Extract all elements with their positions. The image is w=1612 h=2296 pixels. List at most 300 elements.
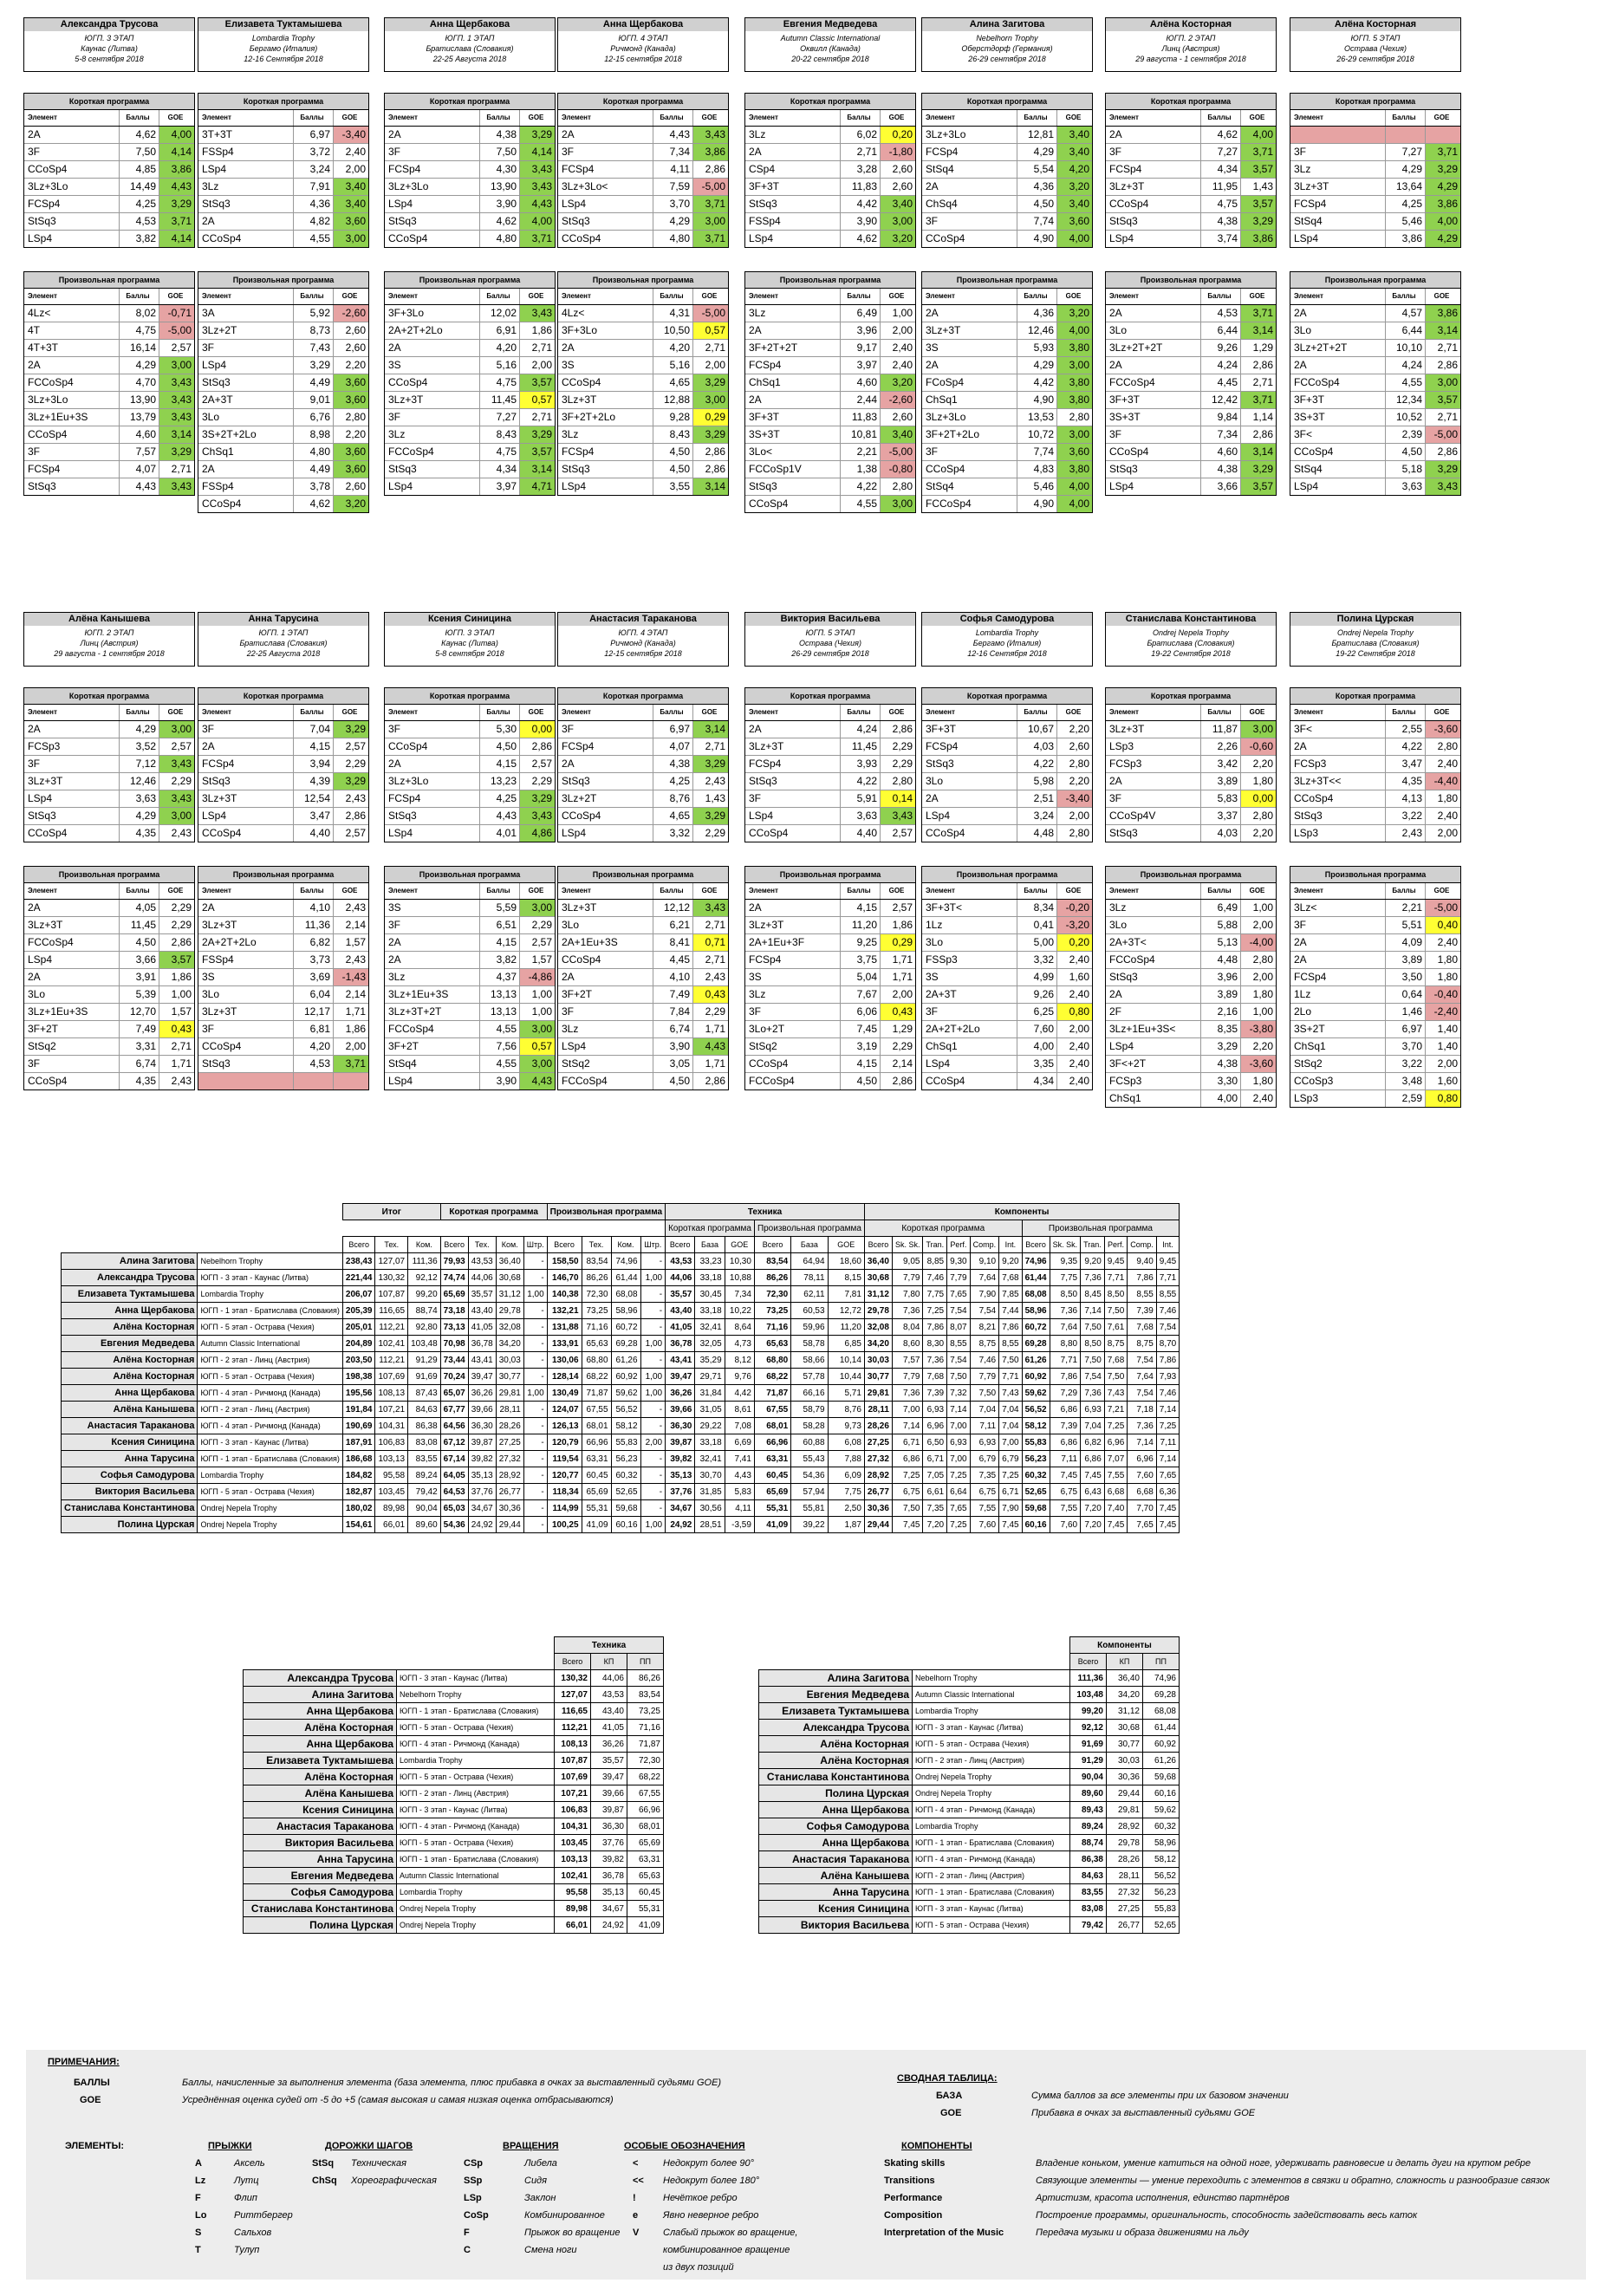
skater-name: Алёна Косторная: [1290, 18, 1460, 31]
summary-value: 39,87: [666, 1434, 695, 1451]
summary-value: 9,45: [1104, 1253, 1127, 1270]
program-section: [198, 687, 369, 842]
summary-value: 68,22: [582, 1369, 611, 1385]
element-code: CCoSp4: [558, 952, 653, 968]
element-code: FCCoSp4: [1290, 374, 1386, 391]
element-row: [558, 738, 728, 756]
element-code: FCCoSp4: [24, 374, 120, 391]
program-section: [198, 866, 369, 1090]
event-stage: ЮГП. 1 ЭТАП: [445, 34, 495, 42]
summary-value: 60,53: [791, 1303, 828, 1319]
rank-value: 43,40: [591, 1703, 627, 1720]
element-score: 3,28: [841, 161, 881, 178]
summary-value: 36,30: [666, 1418, 695, 1434]
element-goe: 2,71: [705, 341, 725, 354]
summary-value: 6,71: [892, 1434, 923, 1451]
summary-value: 8,55: [1156, 1286, 1179, 1303]
element-row: [745, 340, 915, 357]
element-code: StSq4: [1290, 461, 1386, 478]
element-goe: 3,43: [159, 756, 194, 772]
element-row: [1106, 231, 1276, 247]
element-goe: -2,60: [881, 392, 915, 408]
summary-value: 68,80: [754, 1352, 790, 1369]
element-code: 3Lz: [385, 426, 480, 443]
event-name: ЮГП - 5 этап - Острава (Чехия): [198, 1319, 342, 1336]
event-name: ЮГП - 3 этап - Каунас (Литва): [913, 1901, 1070, 1917]
element-goe: 3,43: [520, 808, 555, 824]
score-col-header: Баллы: [841, 110, 881, 126]
element-goe: 3,60: [334, 374, 368, 391]
summary-value: 28,26: [864, 1418, 892, 1434]
notes-panel: [26, 2050, 1586, 2280]
rank-value: 68,08: [1143, 1703, 1180, 1720]
element-goe: -0,60: [1241, 738, 1276, 755]
element-score: 4,75: [480, 374, 520, 391]
element-goe: 2,40: [1069, 1040, 1089, 1052]
event-location: Братислава (Словакия): [239, 639, 328, 647]
summary-value: 7,55: [1104, 1467, 1127, 1484]
summary-value: 7,71: [1050, 1352, 1081, 1369]
element-code: 3Lz: [558, 426, 653, 443]
element-score: 4,34: [480, 461, 520, 478]
card-header: [744, 17, 916, 72]
element-score: 3,97: [480, 478, 520, 495]
element-code: 2A: [1290, 305, 1386, 322]
element-score: 3,55: [653, 478, 693, 495]
element-score: 4,03: [1201, 825, 1241, 842]
summary-value: 30,68: [496, 1270, 523, 1286]
element-row: [1290, 756, 1460, 773]
summary-row: [62, 1484, 1180, 1500]
rank-value: 88,74: [1070, 1835, 1107, 1851]
rank-row: [244, 1868, 664, 1884]
element-score: 4,15: [841, 900, 881, 916]
element-row: [198, 231, 368, 247]
summary-value: 103,45: [375, 1484, 408, 1500]
summary-value: 43,40: [468, 1303, 496, 1319]
element-goe: -3,60: [1241, 1056, 1276, 1072]
element-score: 4,48: [1017, 825, 1057, 842]
element-row: [1290, 825, 1460, 842]
summary-value: 68,80: [582, 1352, 611, 1369]
skater-name: Елизавета Туктамышева: [198, 18, 368, 31]
element-goe: 3,43: [159, 374, 194, 391]
rank-col-header: Всего: [1070, 1654, 1107, 1670]
element-score: 4,15: [480, 756, 520, 772]
element-row: [1290, 461, 1460, 478]
summary-value: 103,13: [375, 1451, 408, 1467]
element-goe: 2,60: [892, 180, 913, 192]
summary-value: 30,77: [864, 1369, 892, 1385]
summary-value: 65,69: [754, 1484, 790, 1500]
summary-value: 187,91: [342, 1434, 375, 1451]
element-row: [745, 213, 915, 231]
summary-value: 205,39: [342, 1303, 375, 1319]
element-row: [1106, 917, 1276, 934]
goe-col-header: GOE: [888, 114, 905, 121]
column-header: Всего: [1022, 1237, 1050, 1253]
element-goe: 3,20: [1057, 179, 1092, 195]
element-code: CCoSp4: [24, 161, 120, 178]
element-row: [922, 721, 1092, 738]
element-goe: 2,29: [531, 775, 552, 787]
element-goe: 3,40: [334, 179, 368, 195]
element-code: [198, 1073, 294, 1089]
summary-value: 7,90: [999, 1500, 1022, 1517]
summary-value: 30,68: [864, 1270, 892, 1286]
element-code: 3F: [922, 213, 1017, 230]
element-code: 3F: [558, 1004, 653, 1020]
rank-row: [244, 1670, 664, 1687]
summary-value: 8,70: [1156, 1336, 1179, 1352]
element-row: [198, 127, 368, 144]
column-header: Тех.: [582, 1237, 611, 1253]
element-col-header: Элемент: [922, 705, 1017, 720]
summary-row: [62, 1418, 1180, 1434]
element-row: [558, 756, 728, 773]
element-goe: 2,14: [345, 988, 366, 1000]
summary-value: 7,25: [892, 1467, 923, 1484]
element-goe: 2,60: [1069, 740, 1089, 752]
summary-value: 59,96: [791, 1319, 828, 1336]
steps-title: ДОРОЖКИ ШАГОВ: [325, 2141, 413, 2151]
summary-value: 7,20: [923, 1517, 947, 1533]
summary-value: 35,13: [666, 1467, 695, 1484]
summary-value: 86,26: [754, 1270, 790, 1286]
rank-value: 92,12: [1070, 1720, 1107, 1736]
rank-row: [759, 1753, 1180, 1769]
summary-value: 58,96: [1022, 1303, 1050, 1319]
rank-row: [244, 1802, 664, 1818]
element-score: 7,60: [1017, 1021, 1057, 1037]
element-code: 3S: [385, 900, 480, 916]
event-location: Острава (Чехия): [799, 639, 861, 647]
element-row: [1290, 127, 1460, 144]
element-goe: 3,71: [693, 231, 728, 247]
rank-value: 89,24: [1070, 1818, 1107, 1835]
element-code: 3F: [1290, 144, 1386, 160]
summary-value: 203,50: [342, 1352, 375, 1369]
summary-value: 60,16: [611, 1517, 640, 1533]
element-goe: 2,29: [705, 1005, 725, 1018]
skater-name: Полина Цурская: [1290, 613, 1460, 626]
skater-name: Евгения Медведева: [62, 1336, 198, 1352]
element-goe: 3,71: [693, 196, 728, 212]
summary-value: 7,25: [1156, 1418, 1179, 1434]
element-row: [745, 496, 915, 512]
skater-name: Алёна Косторная: [244, 1769, 397, 1785]
element-goe: 3,43: [881, 808, 915, 824]
element-row: [198, 952, 368, 969]
element-goe: 3,00: [159, 721, 194, 738]
element-row: [24, 1038, 194, 1056]
summary-row: [62, 1517, 1180, 1533]
element-row: [558, 426, 728, 444]
summary-value: 29,81: [496, 1385, 523, 1402]
summary-value: 55,81: [791, 1500, 828, 1517]
event-name: Ondrej Nepela Trophy: [198, 1500, 342, 1517]
spin-code: C: [464, 2245, 471, 2255]
score-col-header: Баллы: [480, 289, 520, 304]
element-score: 3,63: [1386, 478, 1426, 495]
summary-value: 67,55: [582, 1402, 611, 1418]
rank-value: 31,12: [1107, 1703, 1143, 1720]
rank-value: 39,47: [591, 1769, 627, 1785]
element-score: 3,30: [1201, 1073, 1241, 1089]
element-row: [24, 790, 194, 808]
summary-value: 7,34: [725, 1286, 754, 1303]
element-goe: 3,71: [1426, 144, 1460, 160]
summary-value: 8,55: [947, 1336, 970, 1352]
element-score: 6,04: [294, 986, 334, 1003]
summary-row: [62, 1336, 1180, 1352]
element-row: [198, 1004, 368, 1021]
summary-value: 114,99: [547, 1500, 582, 1517]
element-goe: 3,00: [159, 808, 194, 824]
summary-value: 67,14: [440, 1451, 468, 1467]
summary-value: 39,87: [468, 1434, 496, 1451]
column-header-row: [198, 110, 368, 127]
element-row: [922, 1004, 1092, 1021]
goe-col-header: GOE: [167, 114, 184, 121]
element-row: [198, 461, 368, 478]
card-header: [557, 17, 729, 72]
rank-value: 59,62: [1143, 1802, 1180, 1818]
element-code: FCSp4: [1106, 161, 1201, 178]
element-goe: 2,00: [1252, 971, 1273, 983]
element-score: 12,02: [480, 305, 520, 322]
column-header-row: [558, 883, 728, 900]
summary-value: 7,54: [1128, 1352, 1157, 1369]
element-row: [24, 773, 194, 790]
goe-col-header: GOE: [701, 114, 718, 121]
element-goe: 3,80: [1057, 461, 1092, 478]
goe-col-header: GOE: [701, 887, 718, 894]
rank-value: 39,82: [591, 1851, 627, 1868]
summary-value: 28,11: [864, 1402, 892, 1418]
comp-header: Компоненты: [864, 1204, 1179, 1220]
element-score: 7,27: [480, 409, 520, 426]
element-score: 4,48: [1201, 952, 1241, 968]
element-row: [1106, 340, 1276, 357]
element-row: [745, 127, 915, 144]
element-score: 3,29: [294, 357, 334, 374]
summary-value: 83,55: [408, 1451, 441, 1467]
element-score: 3,35: [1017, 1056, 1057, 1072]
element-score: 3,19: [841, 1038, 881, 1055]
element-code: CCoSp4: [1106, 196, 1201, 212]
element-goe: 3,43: [1426, 478, 1460, 495]
rank-value: 79,42: [1070, 1917, 1107, 1934]
summary-value: 100,25: [547, 1517, 582, 1533]
element-col-header: Элемент: [558, 289, 653, 304]
element-goe: 0,40: [1426, 917, 1460, 933]
element-score: 4,39: [294, 773, 334, 790]
summary-value: 28,51: [695, 1517, 725, 1533]
summary-value: 7,04: [999, 1402, 1022, 1418]
element-col-header: Элемент: [745, 110, 841, 126]
element-goe: 3,29: [520, 426, 555, 443]
element-score: 5,30: [480, 721, 520, 738]
card-header: [744, 612, 916, 667]
summary-value: 7,08: [725, 1418, 754, 1434]
element-code: CCoSp4: [745, 825, 841, 842]
score-col-header: Баллы: [1386, 705, 1426, 720]
skater-name: Анна Щербакова: [244, 1703, 397, 1720]
element-code: 3F: [24, 444, 120, 460]
element-score: 4,15: [841, 1056, 881, 1072]
element-goe: 2,29: [171, 919, 192, 931]
event-dates: 12-15 сентября 2018: [604, 55, 682, 63]
summary-value: -: [523, 1253, 547, 1270]
summary-value: 112,21: [375, 1352, 408, 1369]
element-code: 3Lz+3T: [1106, 721, 1201, 738]
element-goe: 2,00: [345, 1040, 366, 1052]
summary-value: -: [640, 1286, 666, 1303]
element-code: CCoSp4: [922, 1073, 1017, 1089]
element-code: 2A: [1106, 357, 1201, 374]
element-row: [922, 934, 1092, 952]
element-code: 2A+1Eu+3S: [558, 934, 653, 951]
rank-value: 27,25: [1107, 1901, 1143, 1917]
element-code: LSp4: [1106, 231, 1201, 247]
summary-value: 7,36: [1081, 1270, 1105, 1286]
summary-value: 7,39: [1128, 1303, 1157, 1319]
summary-value: 6,93: [947, 1434, 970, 1451]
summary-value: 9,73: [828, 1418, 864, 1434]
summary-value: 56,23: [611, 1451, 640, 1467]
program-title: Короткая программа: [1106, 94, 1276, 110]
summary-value: 43,41: [468, 1352, 496, 1369]
element-row: [24, 426, 194, 444]
element-code: 2A: [1106, 773, 1201, 790]
spin-name: Сидя: [524, 2176, 548, 2186]
element-row: [745, 305, 915, 322]
element-row: [558, 986, 728, 1004]
summary-value: 6,68: [1104, 1484, 1127, 1500]
program-section: [921, 93, 1093, 248]
element-goe: 1,71: [171, 1057, 192, 1070]
element-code: 3F+3T: [745, 409, 841, 426]
element-row: [922, 790, 1092, 808]
summary-value: 6,96: [1104, 1434, 1127, 1451]
element-goe: 4,29: [1426, 179, 1460, 195]
summary-value: 7,36: [1050, 1303, 1081, 1319]
element-row: [24, 1021, 194, 1038]
element-goe: -3,40: [1057, 790, 1092, 807]
event-location: Бергамо (Италия): [972, 639, 1042, 647]
element-row: [1106, 444, 1276, 461]
jumps-title: ПРЫЖКИ: [208, 2141, 252, 2151]
element-code: 3Lz+3T: [24, 917, 120, 933]
element-score: 4,65: [653, 374, 693, 391]
rank-value: 36,30: [591, 1818, 627, 1835]
column-header-row: [1106, 289, 1276, 305]
tech-header: Техника: [666, 1204, 865, 1220]
element-row: [558, 409, 728, 426]
program-title: Короткая программа: [1290, 94, 1460, 110]
element-row: [1106, 1021, 1276, 1038]
element-row: [1106, 1038, 1276, 1056]
element-goe: 3,57: [520, 444, 555, 460]
event-location: Линц (Австрия): [80, 639, 139, 647]
program-title: Произвольная программа: [922, 272, 1092, 289]
event-stage: ЮГП. 4 ЭТАП: [618, 628, 668, 637]
summary-value: 158,50: [547, 1253, 582, 1270]
element-code: ChSq1: [1290, 1038, 1386, 1055]
summary-value: 35,57: [666, 1286, 695, 1303]
program-section: [1290, 866, 1461, 1108]
skater-card: [23, 612, 195, 1087]
element-score: 4,99: [1017, 969, 1057, 985]
blank-cell: [759, 1637, 1070, 1654]
element-goe: 2,80: [892, 775, 913, 787]
element-goe: 3,00: [520, 900, 555, 916]
element-row: [1106, 1073, 1276, 1090]
element-row: [385, 340, 555, 357]
element-row: [1290, 161, 1460, 179]
element-score: 3,73: [294, 952, 334, 968]
summary-value: 7,40: [1104, 1500, 1127, 1517]
element-score: 4,49: [294, 461, 334, 478]
event-name: ЮГП - 5 этап - Острава (Чехия): [397, 1769, 555, 1785]
rank-value: 28,92: [1107, 1818, 1143, 1835]
summary-value: 7,46: [1156, 1303, 1179, 1319]
element-row: [745, 322, 915, 340]
element-code: StSq3: [558, 773, 653, 790]
element-score: 10,72: [1017, 426, 1057, 443]
element-goe: 2,43: [345, 792, 366, 804]
element-score: 3,89: [1201, 986, 1241, 1003]
element-score: 4,50: [480, 738, 520, 755]
summary-value: 84,63: [408, 1402, 441, 1418]
element-goe: 3,00: [1057, 426, 1092, 443]
element-score: 4,09: [1386, 934, 1426, 951]
element-code: FCCoSp4: [385, 444, 480, 460]
program-title: Произвольная программа: [1106, 272, 1276, 289]
element-code: 3Lz<: [1290, 900, 1386, 916]
element-row: [922, 357, 1092, 374]
summary-value: 8,75: [970, 1336, 999, 1352]
score-col-header: Баллы: [120, 289, 159, 304]
summary-value: 8,80: [1050, 1336, 1081, 1352]
element-row: [1290, 179, 1460, 196]
summary-value: 31,84: [695, 1385, 725, 1402]
element-code: FCSp3: [1290, 756, 1386, 772]
summary-value: 7,75: [923, 1286, 947, 1303]
rank-value: 91,29: [1070, 1753, 1107, 1769]
event-name: ЮГП - 1 этап - Братислава (Словакия): [913, 1835, 1070, 1851]
element-score: 9,84: [1201, 409, 1241, 426]
rank-value: 29,78: [1107, 1835, 1143, 1851]
event-name: ЮГП - 4 этап - Ричмонд (Канада): [397, 1736, 555, 1753]
column-header: База: [791, 1237, 828, 1253]
element-goe: 3,00: [881, 213, 915, 230]
element-score: 4,29: [120, 357, 159, 374]
element-code: 3Lz+3T: [198, 1004, 294, 1020]
summary-value: 44,06: [468, 1270, 496, 1286]
element-code: ChSq1: [745, 374, 841, 391]
element-goe: 2,86: [705, 446, 725, 458]
skater-name: Алёна Косторная: [62, 1319, 198, 1336]
summary-value: 7,04: [1081, 1418, 1105, 1434]
element-code: LSp4: [558, 196, 653, 212]
element-goe: 3,00: [1057, 357, 1092, 374]
element-goe: 3,43: [520, 179, 555, 195]
element-goe: 1,00: [1252, 1005, 1273, 1018]
summary-value: 61,26: [1022, 1352, 1050, 1369]
summary-value: 31,85: [695, 1484, 725, 1500]
